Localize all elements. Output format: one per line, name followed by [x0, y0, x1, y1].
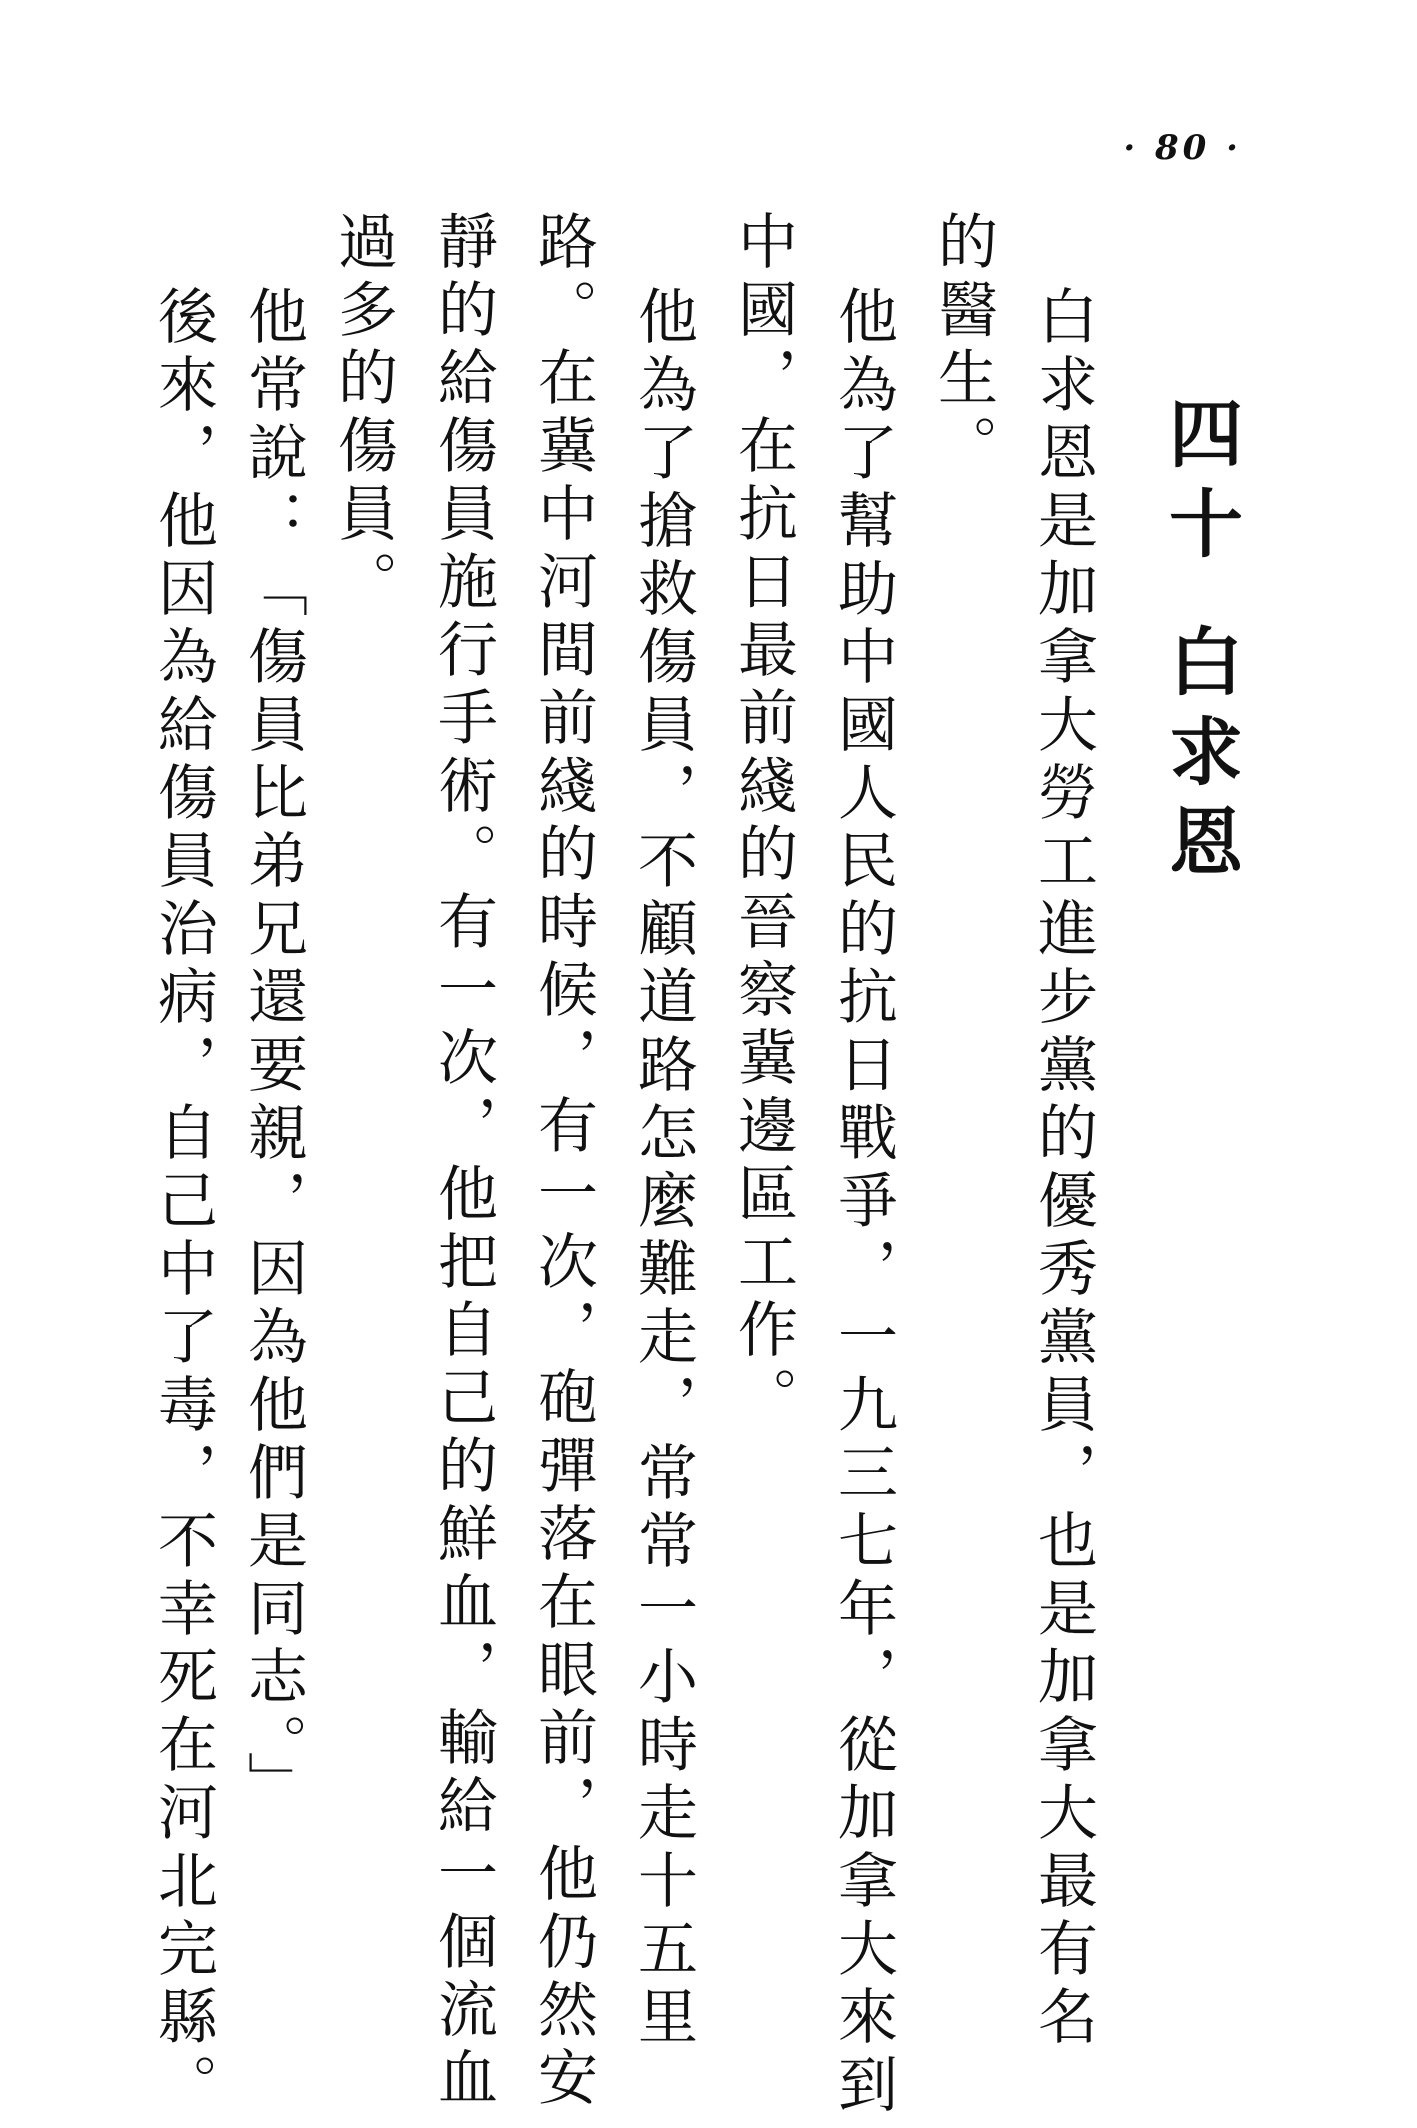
text-column-9: 他常說：「傷員比弟兄還要親，因為他們是同志。」: [238, 285, 308, 1819]
text-column-3: 他為了幫助中國人民的抗日戰爭，一九三七年，從加拿大來到: [828, 285, 898, 2121]
text-column-6: 路。在冀中河間前綫的時候，有一次，砲彈落在眼前，他仍然安: [528, 210, 598, 2114]
text-column-7: 靜的給傷員施行手術。有一次，他把自己的鮮血，輸給一個流血: [428, 210, 498, 2114]
text-column-2: 的醫生。: [928, 210, 998, 482]
text-column-4: 中國，在抗日最前綫的晉察冀邊區工作。: [728, 210, 798, 1434]
text-column-1: 白求恩是加拿大勞工進步黨的優秀黨員，也是加拿大最有名: [1028, 285, 1098, 2053]
page-number: · 80 ·: [1123, 128, 1242, 168]
text-column-10: 後來，他因為給傷員治病，自己中了毒，不幸死在河北完縣。: [148, 285, 218, 2121]
chapter-title: [1157, 395, 1243, 893]
text-column-5: 他為了搶救傷員，不顧道路怎麼難走，常常一小時走十五里: [628, 285, 698, 2053]
text-column-8: 過多的傷員。: [328, 210, 398, 618]
chapter-name: 白求恩: [1157, 623, 1243, 893]
chapter-number: 四十: [1157, 395, 1243, 575]
